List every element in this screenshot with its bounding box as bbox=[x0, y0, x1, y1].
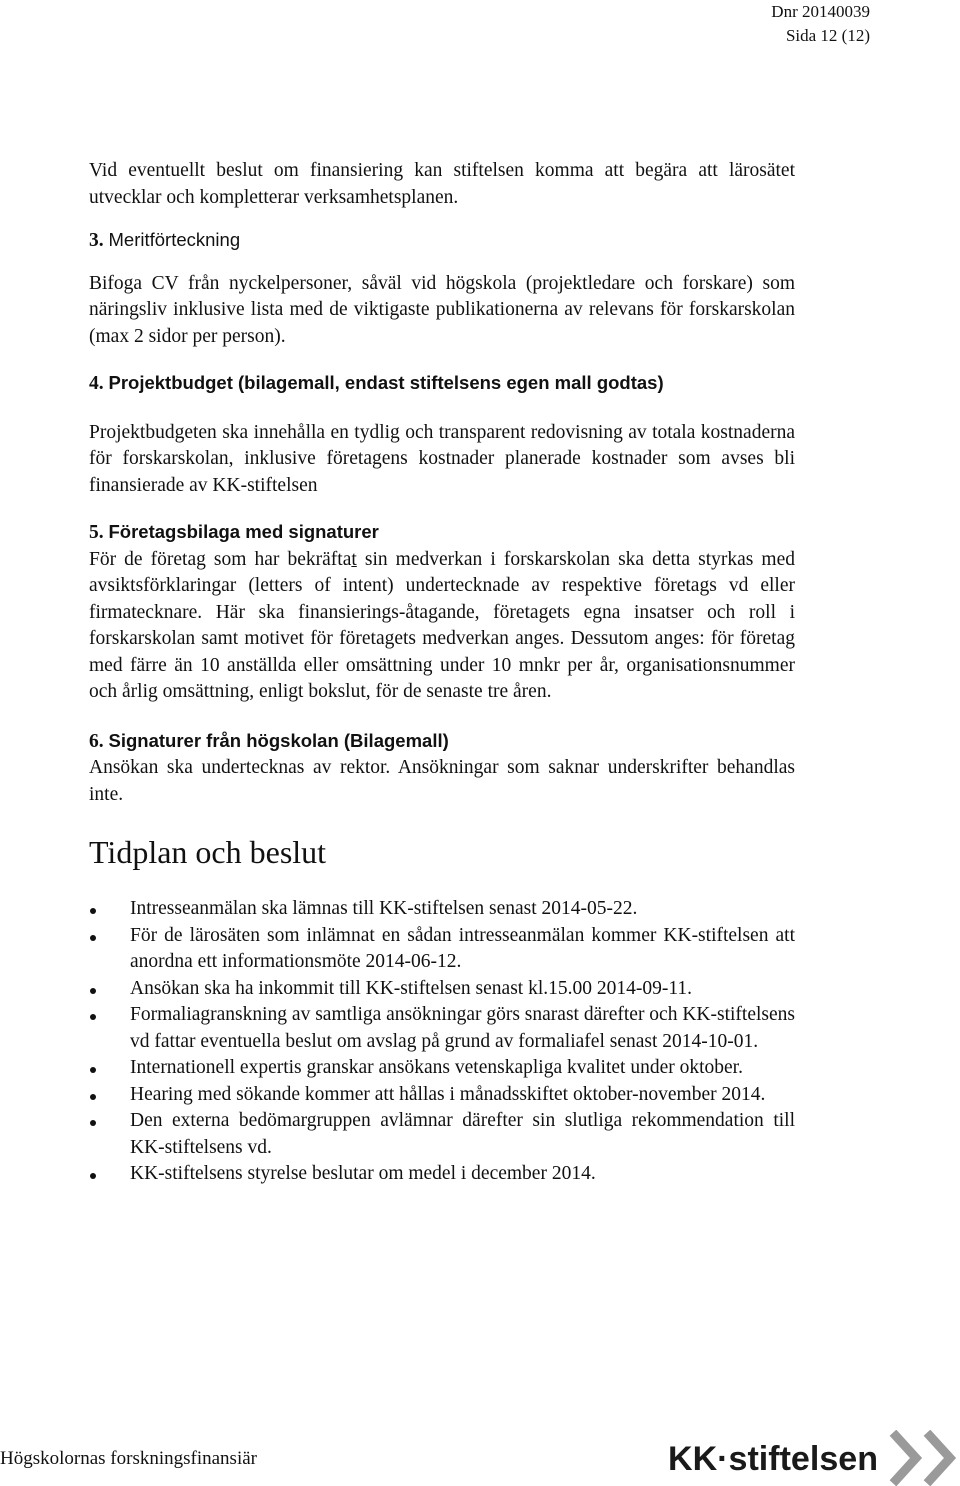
section-number: 5. bbox=[89, 522, 104, 543]
intro-paragraph: Vid eventuellt beslut om finansiering kan stiftelsen komma att begära att lärosätet utvecklar och kompletterar verksamhetsplanen. bbox=[89, 160, 795, 208]
section-number: 3. bbox=[89, 230, 104, 251]
list-item: Intresseanmälan ska lämnas till KK-stiftelsen senast 2014-05-22. bbox=[89, 896, 795, 923]
section-6-body: Ansökan ska undertecknas av rektor. Ansökningar som saknar underskrifter behandlas inte. bbox=[89, 757, 795, 805]
list-item: Ansökan ska ha inkommit till KK-stiftelsen senast kl.15.00 2014-09-11. bbox=[89, 976, 795, 1003]
section-5-body bbox=[89, 547, 795, 706]
chevron-right-icon bbox=[896, 1436, 916, 1480]
page-number: Sida 12 (12) bbox=[785, 26, 870, 45]
section-title: Signaturer från högskolan (Bilagemall) bbox=[108, 729, 449, 751]
footer-tagline: Högskolornas forskningsfinansiär bbox=[0, 1448, 257, 1469]
section-3-heading bbox=[89, 227, 795, 255]
timeline-list bbox=[89, 896, 795, 1188]
diary-number: Dnr 20140039 bbox=[771, 2, 870, 21]
section-number: 4. bbox=[89, 373, 104, 394]
section-4-body: Projektbudgeten ska innehålla en tydlig och transparent redovisning av totala kostnaderna för forskarskolan, inklusive företagens kostnader planerade kostnader som avses bli finansierade av KK-stiftelsen bbox=[89, 421, 795, 496]
section-number: 6. bbox=[89, 730, 104, 752]
section-title: Projektbudget (bilagemall, endast stiftelsens egen mall godtas) bbox=[108, 372, 664, 393]
section-5-body-start: För de företag som har bekräfta bbox=[89, 548, 352, 570]
underlined-letter: t bbox=[351, 548, 357, 570]
section-title: Meritförteckning bbox=[108, 229, 241, 250]
document-reference bbox=[771, 0, 870, 48]
kk-stiftelsen-logo bbox=[668, 1430, 960, 1486]
section-5-body-rest: sin medverkan i forskarskolan ska detta styrkas med avsiktsförklaringar (letters of intent) undertecknade av respektive företags vd eller firmatecknare. Här ska finansierings-åtagande, företagets egna insatser och roll i forskarskolan samt motivet för företagets medverkan anges. Dessutom anges: för företag med färre än 10 anställda eller omsättning under 10 mnkr per år, organisationsnummer och årlig omsättning, enligt bokslut, för de senaste tre åren. bbox=[89, 548, 796, 702]
list-item: Hearing med sökande kommer att hållas i månadsskiftet oktober-november 2014. bbox=[89, 1082, 795, 1109]
list-item: Formaliagranskning av samtliga ansökningar görs snarast därefter och KK-stiftelsens vd fattar eventuella beslut om avslag på grund av formaliafel senast 2014-10-01. bbox=[89, 1002, 795, 1055]
section-6-heading bbox=[89, 728, 795, 756]
logo-wordmark: KK·stiftelsen bbox=[668, 1440, 878, 1478]
list-item: För de lärosäten som inlämnat en sådan intresseanmälan kommer KK-stiftelsen att anordna ett informationsmöte 2014-06-12. bbox=[89, 923, 795, 976]
section-5-heading bbox=[89, 519, 795, 547]
list-item: KK-stiftelsens styrelse beslutar om medel i december 2014. bbox=[89, 1161, 795, 1188]
page-content bbox=[89, 158, 795, 1188]
list-item: Internationell expertis granskar ansökans vetenskapliga kvalitet under oktober. bbox=[89, 1055, 795, 1082]
section-3-body: Bifoga CV från nyckelpersoner, såväl vid högskola (projektledare och forskare) som näringsliv inklusive lista med de viktigaste publikationerna av relevans för forskarskolan (max 2 sidor per person). bbox=[89, 272, 795, 347]
timeline-heading: Tidplan och beslut bbox=[89, 834, 327, 870]
section-4-heading bbox=[89, 370, 795, 398]
chevron-right-icon bbox=[930, 1436, 950, 1480]
section-title: Företagsbilaga med signaturer bbox=[108, 521, 379, 542]
list-item: Den externa bedömargruppen avlämnar därefter sin slutliga rekommendation till KK-stiftelsens vd. bbox=[89, 1108, 795, 1161]
